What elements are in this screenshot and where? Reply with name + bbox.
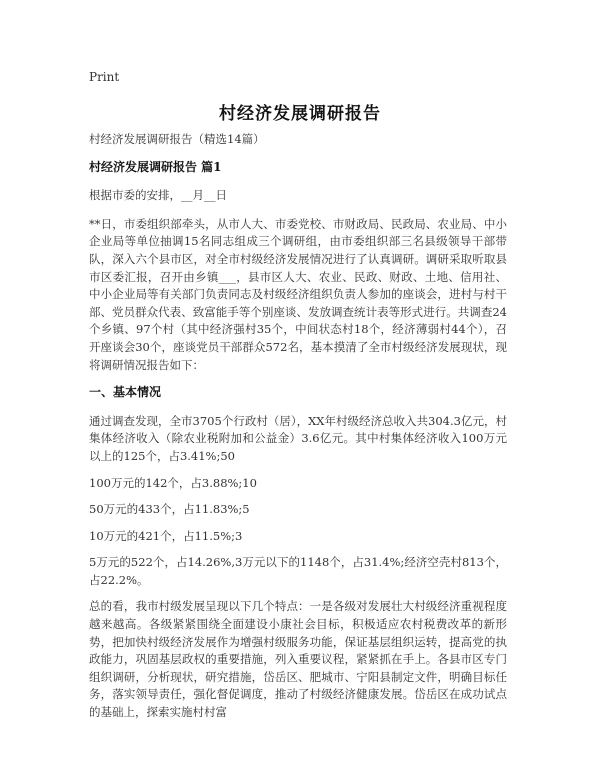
line-50-wan: 50万元的433个，占11.83%;5: [89, 502, 250, 517]
line-100-wan: 100万元的142个，占3.88%;10: [89, 475, 257, 490]
print-label[interactable]: Print: [89, 70, 120, 84]
paragraph-5-wan: 5万元的522个，占14.26%,3万元以下的1148个，占31.4%;经济空壳村813个，占22.2%。: [89, 555, 507, 587]
document-subtitle: 村经济发展调研报告（精选14篇）: [89, 132, 265, 146]
document-body: [89, 131, 507, 732]
paragraph-summary: 总的看，我市村级发展呈现以下几个特点：一是各级对发展壮大村级经济重视程度越来越高。各级紧紧围绕全面建设小康社会目标，积极适应农村税费改革的新形势，把加快村级经济发展作为增强村级服务功能，保证基层组织运转，提高党的执政能力，巩固基层政权的重要措施，列入重要议程，紧紧抓在手上。各县市区专门组织调研，分析现状，研究措施，岱岳区、肥城市、宁阳县制定文件，明确目标任务，落实领导责任，强化督促调度，推动了村级经济健康发展。岱岳区在成功试点的基础上，探索实施村村富: [89, 599, 507, 720]
section-heading-basic: 一、基本情况: [89, 385, 162, 400]
paragraph-survey: 通过调查发现，全市3705个行政村（居），XX年村级经济总收入共304.3亿元，村集体经济收入（除农业税附加和公益金）3.6亿元。其中村集体经济收入100万元以上的125个，占3.41%;50: [89, 413, 507, 463]
intro-line: 根据市委的安排，__月__日: [89, 188, 227, 203]
line-10-wan: 10万元的421个，占11.5%;3: [89, 528, 243, 543]
paragraph-main: **日，市委组织部牵头，从市人大、市委党校、市财政局、民政局、农业局、中小企业局等单位抽调15名同志组成三个调研组，由市委组织部三名县级领导干部带队，深入六个县市区，对全市村级经济发展情况进行了认真调研。调研采取听取县市区委汇报，召开由乡镇___，县市区人大、农业、民政、财政、土地、信用社、中小企业局等有关部门负责同志及村级经济组织负责人参加的座谈会，进村与村干部、党员群众代表、致富能手等个别座谈、发放调查统计表等形式进行。共调查24个乡镇、97个村（其中经济强村35个，中间状态村18个，经济薄弱村44个），召开座谈会30个，座谈党员干部群众572名，基本摸清了全市村级经济发展现状，现将调研情况报告如下：: [89, 216, 507, 372]
document-title: 村经济发展调研报告: [219, 104, 381, 124]
section-heading-1: 村经济发展调研报告 篇1: [89, 159, 222, 174]
